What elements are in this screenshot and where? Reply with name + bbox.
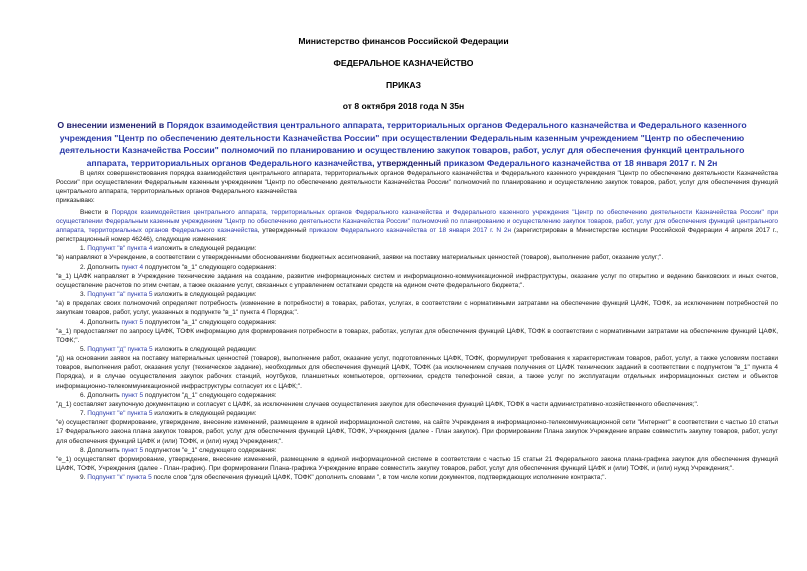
item-7 — [56, 409, 778, 418]
item-3-rest: изложить в следующей редакции: — [152, 291, 257, 299]
item-8-rest: подпунктом "е_1" следующего содержания: — [143, 446, 277, 454]
item-1-num: 1. — [80, 245, 88, 253]
item-9 — [56, 473, 778, 482]
item-3-link[interactable]: Подпункт "а" пункта 5 — [87, 291, 153, 299]
item-4 — [56, 318, 778, 327]
item-5-rest: изложить в следующей редакции: — [152, 345, 257, 353]
item-4-link[interactable]: пункт 5 — [121, 318, 144, 326]
item-9-rest: после слов "для обеспечения функций ЦАФК, ТОФК" дополнить словами ", в том числе копии документов, подтверждающих исполнение контракта;". — [151, 474, 607, 482]
item-7-rest: изложить в следующей редакции: — [152, 410, 257, 418]
item-3-num: 3. — [80, 291, 88, 299]
title-order-link[interactable]: Порядок взаимодействия центрального аппарата, территориальных органов Федерального казначейства и Федерального казенного учреждения "Центр по обеспечению деятельности Казначейства России" при осуществлении Федеральным казенным учреждением "Центр по обеспечению деятельности Казначейства России" полномочий по планированию и осуществлению закупок товаров, работ, услуг для обеспечения функций центрального аппарата, территориальных органов Федерального казначейства — [59, 120, 747, 168]
item-8-num: 8. Дополнить — [80, 446, 122, 454]
item-1 — [56, 244, 778, 253]
item-7-link[interactable]: Подпункт "е" пункта 5 — [87, 410, 153, 418]
main-order-link[interactable]: Порядок взаимодействия центрального аппарата, территориальных органов Федерального казначейства и Федерального казенного учреждения "Центр по обеспечению деятельности Казначейства России" при осуществлении Федеральным казенным учреждением "Центр по обеспечению деятельности Казначейства России" полномочий по планированию и осуществлению закупок товаров, работ, услуг для обеспечения функций центрального аппарата, территориальных органов Федерального казначейства — [56, 208, 778, 234]
main-text-b: , утвержденный — [257, 226, 310, 234]
item-8-link[interactable]: пункт 5 — [121, 446, 144, 454]
item-9-link[interactable]: Подпункт "к" пункта 5 — [87, 474, 152, 482]
quote-7: "е) осуществляет формирование, утверждение, внесение изменений, размещение в единой информационной системе, на сайте Учреждения в информационно-телекоммуникационной сети "Интернет" в соответствии с частью 10 статьи 17 Федерального закона плана закупок товаров, работ, услуг для обеспечения функций ЦАФК, ТОФК, Учреждения (далее - План закупок). При формировании Плана закупок Учреждение вправе совместить закупку товаров, работ, услуг для обеспечения функций ЦАФК и (или) ТОФК, и (или) нужд Учреждения;". — [56, 419, 778, 445]
title-prikaz-link[interactable]: приказом Федерального казначейства от 18 января 2017 г. N 2н — [443, 157, 718, 168]
item-6 — [56, 391, 778, 400]
quote-5: "д) на основании заявок на поставку материальных ценностей (товаров), выполнение работ, оказание услуг, подготовленных ЦАФК, ТОФК, формулирует требования к характеристикам товаров, работ, услуг, а также условиям поставки товаров, выполнения работ, оказания услуг (техническое задание), необходимых для обеспечения функций ЦАФК, ТОФК (за исключением случаев получения от ЦАФК технических заданий в соответствии с подпунктом "в_1" пункта 4 Порядка), и в случае осуществления закупок рабочих станций, ноутбуков, планшетных компьютеров, оргтехники, средств телефонной связи, а также услуг по эксплуатации отдельных информационных систем и объектов информационно-телекоммуникационной инфраструктуры согласует их с ЦАФК;". — [56, 355, 778, 390]
item-4-num: 4. Дополнить — [80, 318, 122, 326]
item-2 — [56, 263, 778, 272]
item-6-rest: подпунктом "д_1" следующего содержания: — [143, 391, 277, 399]
quote-2: "в_1) ЦАФК направляет в Учреждение технические задания на создание, развитие информационных систем и информационно-коммуникационной инфраструктуры, оказание услуг по открытию и ведению банковских и иных счетов, осуществление расчетов по этим счетам, а также оказание услуг, связанных с управлением остатками средств на едином счете федерального бюджета;". — [56, 272, 778, 289]
document-title — [52, 119, 752, 169]
item-9-num: 9. — [80, 474, 88, 482]
main-text-a: Внести в — [80, 208, 112, 216]
main-paragraph — [56, 208, 778, 245]
ministry-heading: Министерство финансов Российской Федерации — [298, 36, 509, 46]
order-word: приказываю: — [56, 197, 95, 205]
item-2-rest: подпунктом "в_1" следующего содержания: — [143, 263, 277, 271]
item-5 — [56, 345, 778, 354]
quote-6: "д_1) составляет закупочную документацию и согласует с ЦАФК, за исключением случаев осуществления закупок для обеспечения функций ЦАФК, ТОФК в части административно-хозяйственного обеспечения;". — [56, 400, 699, 408]
main-prikaz-link[interactable]: приказом Федерального казначейства от 18 января 2017 г. N 2н — [309, 226, 512, 234]
item-2-link[interactable]: пункт 4 — [121, 263, 144, 271]
item-1-rest: изложить в следующей редакции: — [152, 245, 257, 253]
main-text-c: (зарегистрирован в Министерстве юстиции Российской Федерации 4 апреля 2017 г., регистрационный номер 46246), следующие изменения: — [56, 226, 778, 244]
item-8 — [56, 446, 778, 455]
document-body — [56, 169, 778, 482]
item-5-link[interactable]: Подпункт "д" пункта 5 — [87, 345, 153, 353]
item-4-rest: подпунктом "а_1" следующего содержания: — [143, 318, 277, 326]
title-middle: , утвержденный — [372, 157, 444, 168]
date-number-heading: от 8 октября 2018 года N 35н — [342, 101, 465, 111]
quote-1: "в) направляют в Учреждение, в соответствии с утвержденными обоснованиями бюджетных ассигнований, заявки на поставку материальных ценностей (товаров), выполнение работ, оказание услуг;". — [56, 254, 664, 262]
quote-3: "а) в пределах своих полномочий определяет потребность (изменение в потребности) в товарах, работах, услугах, в соответствии с нормативными затратами на обеспечение функций ЦАФК, ТОФК, за исключением потребностей по закупкам товаров, работ, услуг, указанных в подпункте "в_1" пункта 4 Порядка;". — [56, 300, 778, 317]
preamble-paragraph: В целях совершенствования порядка взаимодействия центрального аппарата, территориальных органов Федерального казначейства и Федерального казенного учреждения "Центр по обеспечению деятельности Казначейства России" при осуществлении Федеральным казенным учреждением "Центр по обеспечению деятельности Казначейства России" полномочий по планированию и осуществлению закупок товаров, работ, услуг для обеспечения функций центрального аппарата, территориальных органов Федерального казначейства — [56, 170, 778, 196]
item-5-num: 5. — [80, 345, 88, 353]
quote-4: "а_1) предоставляет по запросу ЦАФК, ТОФК информацию для формирования потребности в товарах, работах, услугах для обеспечения функций ЦАФК, ТОФК в соответствии с нормативными затратами на обеспечение функций ЦАФК, ТОФК;". — [56, 327, 778, 344]
item-3 — [56, 290, 778, 299]
agency-heading: ФЕДЕРАЛЬНОЕ КАЗНАЧЕЙСТВО — [333, 58, 474, 68]
item-6-num: 6. Дополнить — [80, 391, 122, 399]
item-7-num: 7. — [80, 410, 88, 418]
title-prefix: О внесении изменений в — [57, 120, 167, 130]
doc-type-heading: ПРИКАЗ — [386, 80, 421, 90]
quote-8: "е_1) осуществляет формирование, утверждение, внесение изменений, размещение в единой информационной системе в соответствии с частью 15 статьи 21 Федерального закона плана-графика закупок для обеспечения функций ЦАФК, ТОФК, Учреждения (далее - План-график). При формировании Плана-графика Учреждение вправе совместить закупку товаров, работ, услуг для обеспечения функций ЦАФК и (или) ТОФК, и (или) нужд Учреждения;". — [56, 455, 778, 472]
item-1-link[interactable]: Подпункт "в" пункта 4 — [87, 245, 153, 253]
item-6-link[interactable]: пункт 5 — [121, 391, 144, 399]
item-2-num: 2. Дополнить — [80, 263, 122, 271]
